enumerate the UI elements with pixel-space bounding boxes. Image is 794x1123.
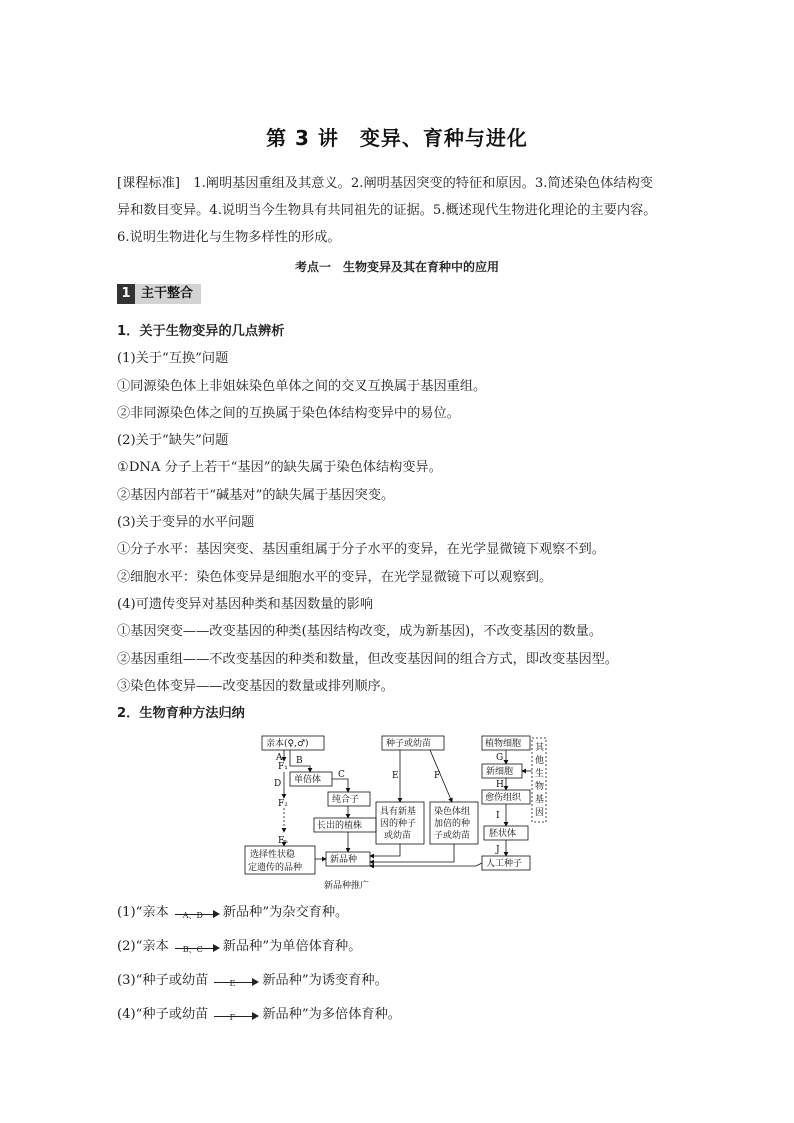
right-arrow-icon <box>210 1005 260 1025</box>
seed-label: 种子或幼苗 <box>386 739 432 749</box>
label-f: F <box>434 771 441 781</box>
breeding-methods-diagram <box>240 728 560 894</box>
summary-post: 新品种”为杂交育种。 <box>222 905 349 920</box>
mutation-label-2: 因的种子 <box>380 819 417 829</box>
right-arrow-icon <box>210 971 260 991</box>
other-genes-char: 其 <box>535 743 545 753</box>
summary-pre: (3)“种子或幼苗 <box>117 973 209 988</box>
body-line: ①同源染色体上非姐妹染色单体之间的交叉互换属于基因重组。 <box>117 378 487 394</box>
body-line: (3)关于变异的水平问题 <box>117 515 255 531</box>
standard-line: 异和数目变异。4.说明当今生物具有共同祖先的证据。5.概述现代生物进化理论的主要内容。 <box>117 203 657 218</box>
arrow-label: A、D <box>182 911 203 920</box>
mutation-label-1: 具有新基 <box>380 807 417 817</box>
f2-label: F₂ <box>278 799 288 809</box>
summary-line <box>117 998 697 1032</box>
parent-label: 亲本(♀,♂) <box>266 739 309 749</box>
summary-post: 新品种”为多倍体育种。 <box>262 1007 401 1022</box>
body-line: ②基因重组——不改变基因的种类和数量，但改变基因间的组合方式，即改变基因型。 <box>117 651 619 667</box>
polyploid-label-3: 子或幼苗 <box>434 831 471 841</box>
label-i: I <box>496 811 500 821</box>
new-variety-label: 新品种 <box>330 855 358 865</box>
callus-label: 愈伤组织 <box>485 793 522 803</box>
body-line: ①DNA 分子上若干“基因”的缺失属于染色体结构变异。 <box>117 460 442 476</box>
summary-line <box>117 964 697 998</box>
summary-line <box>117 896 697 930</box>
arrow-label: E <box>229 979 236 988</box>
stable-label-2: 定遗传的品种 <box>248 863 303 873</box>
standard-line: 6.说明生物进化与生物多样性的形成。 <box>117 230 341 245</box>
other-genes-char: 生 <box>535 769 545 779</box>
curriculum-standard <box>117 170 687 251</box>
label-b: B <box>296 756 303 766</box>
summary-post: 新品种”为单倍体育种。 <box>222 939 362 954</box>
body-line: ②细胞水平：染色体变异是细胞水平的变异，在光学显微镜下可以观察到。 <box>117 569 553 585</box>
grown-plant-label: 长出的植株 <box>317 821 363 831</box>
mutation-label-3: 或幼苗 <box>384 831 412 841</box>
body-line: ③染色体变异——改变基因的数量或排列顺序。 <box>117 678 394 694</box>
section-badge <box>117 284 201 304</box>
label-h: H <box>496 780 504 790</box>
summary-post: 新品种”为诱变育种。 <box>262 973 388 988</box>
breeding-summary <box>117 896 697 1032</box>
promotion-label: 新品种推广 <box>324 881 370 891</box>
page-title: 第 3 讲 变异、育种与进化 <box>266 126 528 150</box>
body-line: ①分子水平：基因突变、基因重组属于分子水平的变异，在光学显微镜下观察不到。 <box>117 542 605 558</box>
plant-cell-label: 植物细胞 <box>485 739 522 749</box>
right-arrow-icon <box>171 937 221 957</box>
exam-point-heading: 考点一 生物变异及其在育种中的应用 <box>294 260 499 274</box>
polyploid-label-2: 加倍的种 <box>434 819 471 829</box>
other-genes-char: 基 <box>535 795 545 805</box>
homozygote-label: 纯合子 <box>332 795 360 805</box>
other-genes-char: 因 <box>535 808 545 818</box>
stable-label-1: 选择性状稳 <box>250 850 296 860</box>
artificial-seed-label: 人工种子 <box>486 859 523 869</box>
body-line: ②基因内部若干“碱基对”的缺失属于基因突变。 <box>117 487 395 503</box>
other-genes-char: 他 <box>535 756 545 766</box>
haploid-label: 单倍体 <box>294 775 322 785</box>
standard-line: [课程标准] 1.阐明基因重组及其意义。2.阐明基因突变的特征和原因。3.简述染色体结构变 <box>117 176 653 191</box>
label-c: C <box>338 770 345 780</box>
right-arrow-icon <box>171 903 221 923</box>
arrow-label: F <box>229 1013 236 1022</box>
heading-line: 2．生物育种方法归纳 <box>117 706 245 722</box>
label-g: G <box>496 753 504 763</box>
body-line: ②非同源染色体之间的互换属于染色体结构变异中的易位。 <box>117 405 460 421</box>
arrow-label: B、C <box>182 945 203 954</box>
embryoid-label: 胚状体 <box>489 829 517 839</box>
label-a: A <box>276 753 283 763</box>
polyploid-label-1: 染色体组 <box>434 807 471 817</box>
section-number: 1 <box>117 284 135 304</box>
body-line: (1)关于“互换”问题 <box>117 351 229 367</box>
summary-pre: (1)“亲本 <box>117 905 169 920</box>
f1-label: F₁ <box>278 762 288 772</box>
other-genes-char: 物 <box>535 782 545 792</box>
label-d: D <box>274 779 282 789</box>
new-cell-label: 新细胞 <box>486 767 514 777</box>
summary-pre: (2)“亲本 <box>117 939 169 954</box>
body-line: (2)关于“缺失”问题 <box>117 433 229 449</box>
label-e: E <box>392 771 399 781</box>
heading-line: 1．关于生物变异的几点辨析 <box>117 324 285 339</box>
label-j: J <box>496 845 500 855</box>
section-label: 主干整合 <box>135 284 201 304</box>
summary-line <box>117 930 697 964</box>
fn-label: Fₙ <box>278 836 289 846</box>
body-text <box>117 318 697 727</box>
body-line: (4)可遗传变异对基因种类和基因数量的影响 <box>117 596 374 612</box>
body-line: ①基因突变——改变基因的种类(基因结构改变，成为新基因)，不改变基因的数量。 <box>117 624 603 640</box>
summary-pre: (4)“种子或幼苗 <box>117 1007 209 1022</box>
